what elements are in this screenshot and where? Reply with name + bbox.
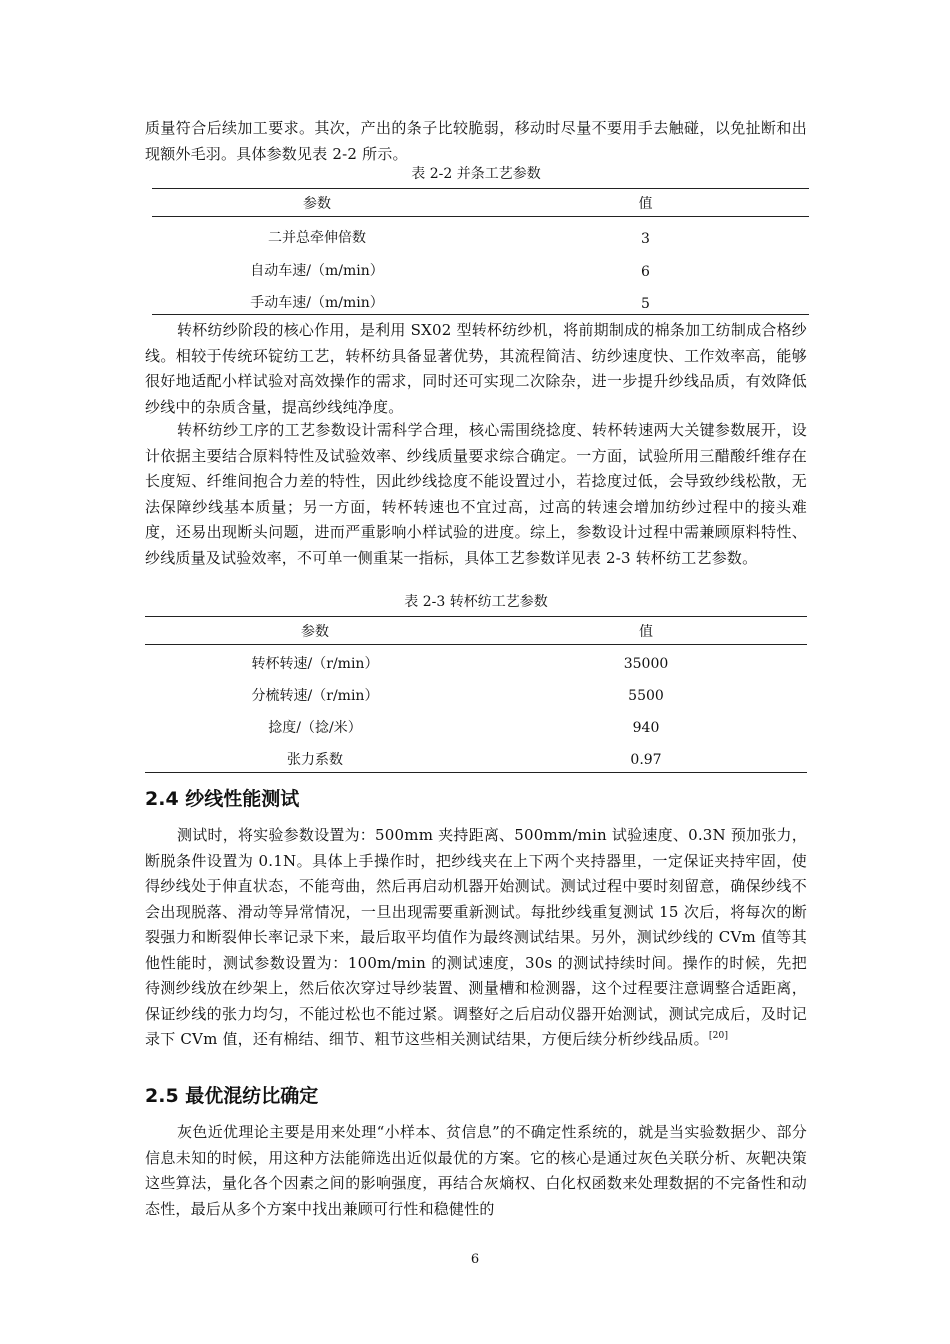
table-header-row bbox=[145, 617, 807, 645]
table-cell-param: 捻度/（捻/米） bbox=[268, 719, 362, 736]
paragraph-yarn-testing-text: 测试时，将实验参数设置为：500mm 夹持距离、500mm/min 试验速度、0.3N 预加张力，断脱条件设置为 0.1N。具体上手操作时，把纱线夹在上下两个夹持器里，一定保证夹持牢固，使得纱线处于伸直状态，不能弯曲，然后再启动机器开始测试。测试过程中要时刻留意，确保纱线不会出现脱落、滑动等异常情况，一旦出现需要重新测试。每批纱线重复测试 15 次后，将每次的断裂强力和断裂伸长率记录下来，最后取平均值作为最终测试结果。另外，测试纱线的 CVm 值等其他性能时，测试参数设置为：100m/min 的测试速度，30s 的测试持续时间。操作的时候，先把待测纱线放在纱架上，然后依次穿过导纱装置、测量槽和检测器，这个过程要注意调整合适距离，保证纱线的张力均匀，不能过松也不能过紧。调整好之后启动仪器开始测试，测试完成后，及时记录下 CVm 值，还有棉结、细节、粗节这些相关测试结果，方便后续分析纱线品质。 bbox=[145, 826, 807, 1048]
table-header-value: 值 bbox=[482, 189, 809, 217]
table-cell-value: 6 bbox=[641, 263, 650, 280]
table-cell-param: 分梳转速/（r/min） bbox=[251, 687, 379, 704]
paragraph-rotor-spinning: 转杯纺纱阶段的核心作用，是利用 SX02 型转杯纺纱机，将前期制成的棉条加工纺制成合格纱线。相较于传统环锭纺工艺，转杯纺具备显著优势，其流程简洁、纺纱速度快、工作效率高，能够很好地适配小样试验对高效操作的需求，同时还可实现二次除杂，进一步提升纱线品质，有效降低纱线中的杂质含量，提高纱线纯净度。 bbox=[145, 321, 807, 416]
citation-ref[interactable]: [20] bbox=[708, 1031, 729, 1041]
table-row bbox=[145, 709, 807, 741]
paragraph-rotor-parameters: 转杯纺纱工序的工艺参数设计需科学合理，核心需围绕捻度、转杯转速两大关键参数展开，设计依据主要结合原料特性及试验效率、纱线质量要求综合确定。一方面，试验所用三醋酸纤维存在长度短、纤维间抱合力差的特性，因此纱线捻度不能设置过小，若捻度过低，会导致纱线松散，无法保障纱线基本质量；另一方面，转杯转速也不宜过高，过高的转速会增加纺纱过程中的接头难度，还易出现断头问题，进而严重影响小样试验的进度。综上，参数设计过程中需兼顾原料特性、纱线质量及试验效率，不可单一侧重某一指标，具体工艺参数详见表 2-3 转杯纺工艺参数。 bbox=[145, 421, 807, 567]
table-2-3-caption: 表 2-3 转杯纺工艺参数 bbox=[404, 594, 548, 610]
table-cell-value: 3 bbox=[641, 231, 650, 247]
page-number: 6 bbox=[470, 1252, 480, 1267]
table-row bbox=[145, 677, 807, 709]
table-2-2-caption: 表 2-2 并条工艺参数 bbox=[411, 166, 541, 182]
table-cell-value: 35000 bbox=[623, 656, 669, 672]
table-2-2 bbox=[152, 188, 809, 315]
table-cell-param: 转杯转速/（r/min） bbox=[251, 656, 379, 672]
table-cell-value: 940 bbox=[632, 719, 660, 736]
table-row bbox=[145, 645, 807, 677]
table-cell-value: 5 bbox=[482, 283, 809, 315]
paragraph-grey-theory: 灰色近优理论主要是用来处理“小样本、贫信息”的不确定性系统的，就是当实验数据少、部分信息未知的时候，用这种方法能筛选出近似最优的方案。它的核心是通过灰色关联分析、灰靶决策这些算法，量化各个因素之间的影响强度，再结合灰熵权、白化权函数来处理数据的不完备性和动态性，最后从多个方案中找出兼顾可行性和稳健性的 bbox=[145, 1123, 807, 1218]
table-header-param: 参数 bbox=[145, 617, 485, 645]
section-heading-2-4: 2.4 纱线性能测试 bbox=[145, 788, 300, 810]
table-row bbox=[152, 283, 809, 315]
table-cell-param: 二并总牵伸倍数 bbox=[268, 230, 366, 246]
table-cell-value: 0.97 bbox=[485, 741, 807, 773]
table-cell-value: 5500 bbox=[628, 687, 664, 704]
table-header-param: 参数 bbox=[152, 189, 482, 217]
paragraph-intro: 质量符合后续加工要求。其次，产出的条子比较脆弱，移动时尽量不要用手去触碰，以免扯断和出现额外毛羽。具体参数见表 2-2 所示。 bbox=[145, 119, 807, 163]
table-row bbox=[152, 250, 809, 283]
table-header-value: 值 bbox=[485, 617, 807, 645]
table-2-3 bbox=[145, 616, 807, 773]
section-heading-2-5: 2.5 最优混纺比确定 bbox=[145, 1085, 319, 1107]
table-cell-param: 手动车速/（m/min） bbox=[152, 283, 482, 315]
table-cell-param: 自动车速/（m/min） bbox=[250, 262, 384, 279]
table-cell-param: 张力系数 bbox=[145, 741, 485, 773]
table-row bbox=[145, 741, 807, 773]
table-header-row bbox=[152, 189, 809, 217]
paragraph-yarn-testing bbox=[145, 823, 807, 1053]
table-row bbox=[152, 217, 809, 250]
